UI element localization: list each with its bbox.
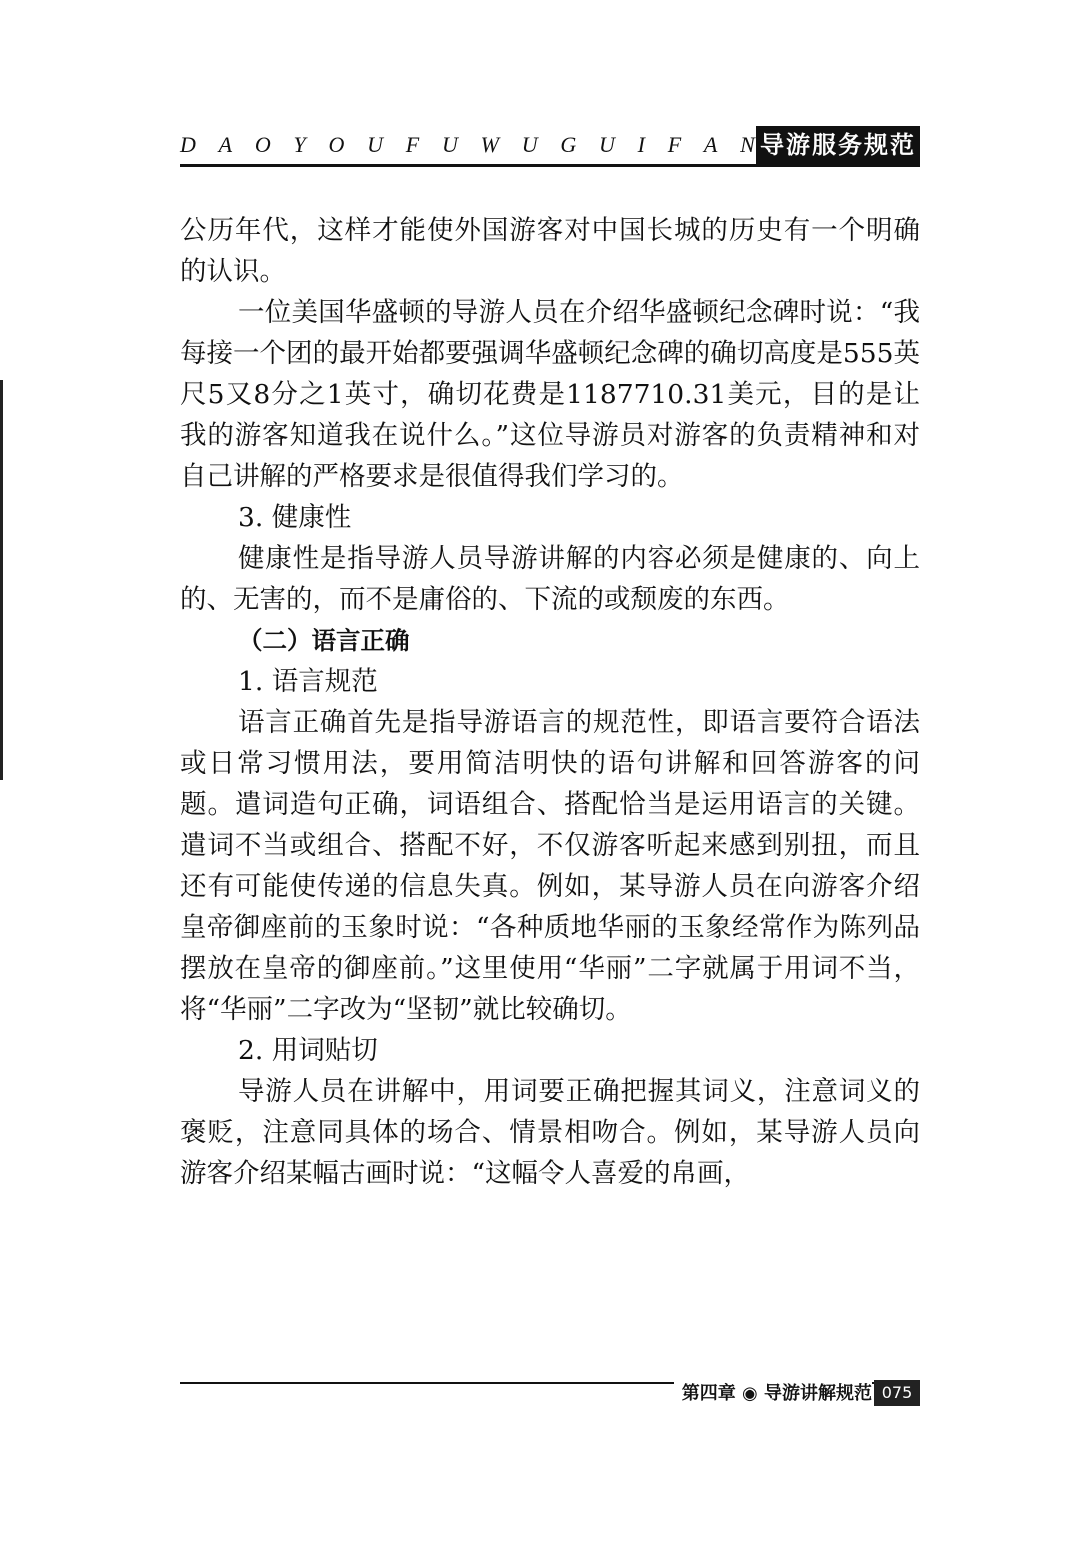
paragraph: 公历年代，这样才能使外国游客对中国长城的历史有一个明确的认识。 xyxy=(180,215,920,287)
paragraph: 导游人员在讲解中，用词要正确把握其词义，注意词义的褒贬，注意同具体的场合、情景相吻合。例如，某导游人员向游客介绍某幅古画时说：“这幅令人喜爱的帛画， xyxy=(180,1076,920,1189)
header-rule xyxy=(180,164,920,167)
header-letter: A xyxy=(703,132,718,157)
subheading: 3. 健康性 xyxy=(238,502,352,533)
header-letter: F xyxy=(405,132,420,157)
header-letter: I xyxy=(637,132,645,157)
running-footer xyxy=(180,1376,920,1412)
subheading: 1. 语言规范 xyxy=(238,666,378,697)
header-letter: A xyxy=(218,132,233,157)
page-number: 075 xyxy=(874,1380,920,1406)
header-letter: O xyxy=(328,132,345,157)
header-letter: D xyxy=(180,132,196,157)
header-letter: O xyxy=(254,132,271,157)
paragraph: 语言正确首先是指导游语言的规范性，即语言要符合语法或日常习惯用法，要用简洁明快的语句讲解和回答游客的问题。遣词造句正确，词语组合、搭配恰当是运用语言的关键。遣词不当或组合、搭配不好，不仅游客听起来感到别扭，而且还有可能使传递的信息失真。例如，某导游人员在向游客介绍皇帝御座前的玉象时说：“各种质地华丽的玉象经常作为陈列品摆放在皇帝的御座前。”这里使用“华丽”二字就属于用词不当，将“华丽”二字改为“坚韧”就比较确切。 xyxy=(180,707,920,1025)
paragraph: 一位美国华盛顿的导游人员在介绍华盛顿纪念碑时说：“我每接一个团的最开始都要强调华盛顿纪念碑的确切高度是555英尺5又8分之1英寸，确切花费是1187710.31美元，目的是让我的游客知道我在说什么。”这位导游员对游客的负责精神和对自己讲解的严格要求是很值得我们学习的。 xyxy=(180,297,920,492)
header-letter: U xyxy=(367,132,384,157)
subheading: 2. 用词贴切 xyxy=(238,1035,378,1066)
header-letter: U xyxy=(598,132,615,157)
header-letter: F xyxy=(667,132,682,157)
header-pinyin xyxy=(180,132,755,158)
header-letter: N xyxy=(740,132,755,157)
running-header xyxy=(180,126,920,166)
section-heading: （二）语言正确 xyxy=(238,626,410,655)
page-body xyxy=(180,210,920,1194)
scan-edge-mark xyxy=(0,380,3,780)
header-letter: W xyxy=(480,132,499,157)
header-letter: G xyxy=(560,132,577,157)
header-letter: Y xyxy=(293,132,306,157)
header-letter: U xyxy=(521,132,538,157)
header-letter: U xyxy=(441,132,458,157)
book-title: 导游服务规范 xyxy=(756,126,920,164)
chapter-label: 第四章 ◉ 导游讲解规范 xyxy=(674,1381,872,1407)
paragraph: 健康性是指导游人员导游讲解的内容必须是健康的、向上的、无害的，而不是庸俗的、下流的或颓废的东西。 xyxy=(180,543,920,615)
